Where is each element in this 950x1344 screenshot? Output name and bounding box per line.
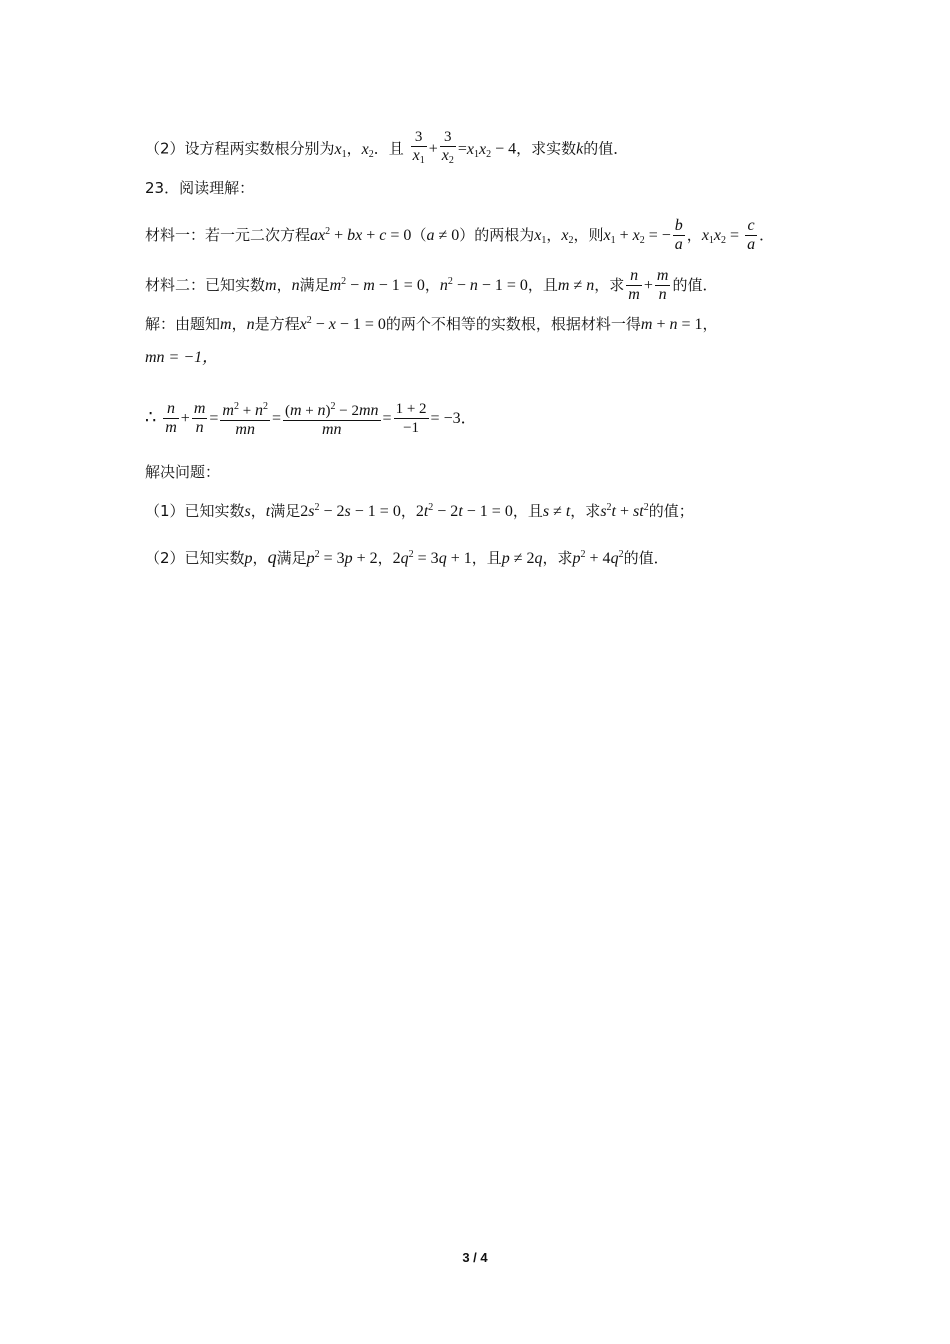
fraction-3-over-x2: $\frac{3}{x_2}$ — [441, 129, 454, 166]
q22-label: （2）设方程两实数根分别为 — [145, 139, 335, 158]
material-two: 材料二：已知实数m，n满足$m^2 - m - 1 = 0$，$n^2 - n - 1 = 0$，且m ≠ n，求 $\frac{n}{m}$ + $\frac{m}{n}$ 的值． — [145, 267, 718, 303]
material-one: 材料一：若一元二次方程$ax^2$ + bx + c = 0（a ≠ 0）的两根为$x_1$，$x_2$，则$x_1 + x_2$ = − $\frac{b}{a}$ ，$x_1x_2$ = $\frac{c}{a}$ ． — [145, 217, 775, 253]
problem-two: （2）已知实数p，q满足$p^2 = 3p + 2$，$2q^2 = 3q + 1$，且p ≠ 2q，求$p^2 + 4q^2$的值． — [145, 547, 669, 567]
solution-line-1: 解：由题知m，n是方程$x^2 - x - 1 = 0$的两个不相等的实数根，根据材料一得m + n = 1， — [145, 315, 718, 333]
fraction-m-over-n-2: $\frac{m}{n}$ — [193, 400, 206, 436]
fraction-numeric: $\frac{1 + 2}{-1}$ — [395, 401, 427, 436]
fraction-expanded: $\frac{(m + n)^2 - 2mn}{mn}$ — [283, 398, 381, 439]
problem-heading: 解决问题： — [145, 463, 221, 481]
fraction-c-over-a: $\frac{c}{a}$ — [747, 217, 756, 253]
fraction-n-over-m: $\frac{n}{m}$ — [628, 267, 640, 303]
page-number: 3 / 4 — [462, 1250, 488, 1265]
fraction-3-over-x1: $\frac{3}{x_1}$ — [412, 129, 425, 166]
fraction-m-over-n: $\frac{m}{n}$ — [656, 267, 669, 303]
solution-line-2: mn = −1， — [145, 349, 219, 366]
solution-derivation: ∴ $\frac{n}{m}$ + $\frac{m}{n}$ = $\frac{m^2 + n^2}{mn}$ = $\frac{(m + n)^2 - 2mn}{mn}$ = $\frac{1 + 2}{-1}$ = −3． — [145, 400, 477, 438]
q23-title: 23．阅读理解： — [145, 179, 255, 197]
fraction-b-over-a: $\frac{b}{a}$ — [674, 217, 683, 253]
q22-part2: （2）设方程两实数根分别为$x_1$，$x_2$．且 $\frac{3}{x_1}$ + $\frac{3}{x_2}$ $=x_1x_2 - 4$，求实数k的值． — [145, 128, 628, 170]
fraction-n-over-m-2: $\frac{n}{m}$ — [165, 400, 177, 436]
fraction-sum-squares: $\frac{m^2 + n^2}{mn}$ — [220, 398, 270, 439]
problem-one: （1）已知实数s，t满足$2s^2 - 2s - 1 = 0$，$2t^2 - 2t - 1 = 0$，且s ≠ t，求$s^2t + st^2$的值； — [145, 502, 694, 520]
